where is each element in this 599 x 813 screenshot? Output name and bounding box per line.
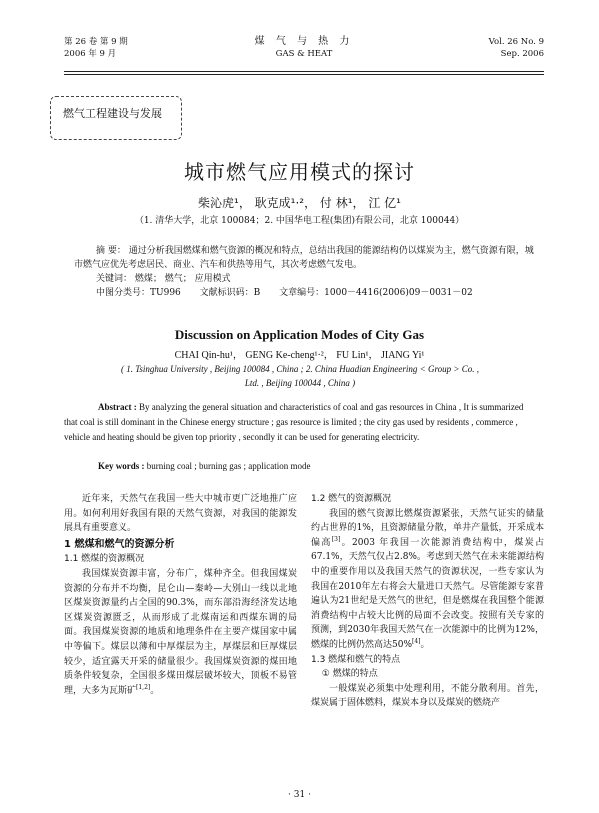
section-label: 燃气工程建设与发展 xyxy=(63,107,162,120)
keywords-cn-label: 关键词： xyxy=(96,274,133,284)
document-code: 文献标识码：B xyxy=(199,288,261,298)
keywords-en-text: burning coal ; burning gas ; application mode xyxy=(146,461,311,471)
keywords-cn-text: 燃煤； 燃气； 应用模式 xyxy=(134,274,231,284)
body-column-right xyxy=(311,492,544,711)
item-heading-coal-features: ① 燃煤的特点 xyxy=(321,669,378,680)
keywords-cn xyxy=(96,272,536,286)
volume-issue: 第 26 卷 第 9 期 xyxy=(64,37,128,47)
article-number: 文章编号：1000－4416(2006)09－0031－02 xyxy=(279,288,473,298)
keywords-en-label: Key words : xyxy=(98,461,145,471)
abstract-en-label: Abstract : xyxy=(98,402,137,412)
coal-features-paragraph: 一般煤炭必须集中处理利用，不能分散利用。首先，煤炭属于固体燃料，煤炭本身以及煤炭的燃烧产 xyxy=(311,683,544,709)
gas-resource-text-b: 。2003 年我国一次能源消费结构中，煤炭占67.1%，天然气仅占2.8%。考虑到天然气在未来能源结构中的重要作用以及我国天然气的资源状况，一些专家认为我国在2010年左右将会大量进口天然气。尽管能源专家普遍认为21世纪是天然气的世纪，但是燃煤在我国整个能源消费结构中占较大比例的局面不会改变。按照有关专家的预测，到2030年我国天然气在一次能源中的比例为12%，燃煤的比例仍然高达50% xyxy=(311,537,544,650)
keywords-en xyxy=(98,461,538,471)
issue-date: 2006 年 9 月 xyxy=(64,49,117,59)
header-right xyxy=(489,36,544,60)
section-label-box xyxy=(50,96,182,140)
abstract-en xyxy=(64,400,536,445)
issue-date-en: Sep. 2006 xyxy=(500,49,544,59)
body-column-left xyxy=(64,492,297,698)
punct: 。 xyxy=(420,639,430,650)
abstract-cn-text: 通过分析我国燃煤和燃气资源的概况和特点，总结出我国的能源结构仍以煤炭为主，燃气资源有限，城市燃气应优先考虑居民、商业、汽车和供热等用气，其次考虑燃气发电。 xyxy=(74,246,534,270)
header-rule-top xyxy=(64,71,544,72)
running-header xyxy=(64,36,544,70)
volume-issue-en: Vol. 26 No. 9 xyxy=(488,37,544,47)
punct: 。 xyxy=(150,685,160,696)
header-center xyxy=(64,36,544,60)
gas-resource-text-a: 我国的燃气资源比燃煤资源紧张，天然气证实的储量约占世界的1%，且资源储量分散，单井产量低，开采成本偏高 xyxy=(311,508,544,548)
coal-resource-paragraph xyxy=(64,567,297,698)
paper-title-cn: 城市燃气应用模式的探讨 xyxy=(184,160,415,184)
page-number: · 31 · xyxy=(288,790,311,800)
authors-cn: 柴沁虎¹， 耿克成¹·²， 付 林¹， 江 亿¹ xyxy=(198,196,401,210)
gas-resource-paragraph xyxy=(311,507,544,653)
affiliation-cn: （1. 清华大学，北京 100084；2. 中国华电工程(集团)有限公司，北京 100044） xyxy=(134,216,465,226)
authors-en: CHAI Qin-hu¹， GENG Ke-cheng¹·²， FU Lin¹， JIANG Yi¹ xyxy=(174,350,425,361)
clc-number: 中图分类号：TU996 xyxy=(96,288,181,298)
journal-name-cn: 煤 气 与 热 力 xyxy=(254,36,354,47)
abstract-en-text: By analyzing the general situation and characteristics of coal and gas resources in China , It is summarized that coal is still dominant in the Chinese energy structure ; gas resource is limited ; the city gas used by residents , commerce , vehicle and heating should be given top priority , secondly it can be used for generating electricity. xyxy=(64,402,524,442)
paper-title-en: Discussion on Application Modes of City Gas xyxy=(174,327,425,342)
abstract-cn xyxy=(74,244,536,272)
subsection-heading-1-3: 1.3 燃煤和燃气的特点 xyxy=(311,654,401,665)
citation: [3] xyxy=(331,535,341,543)
header-rule-bottom xyxy=(64,74,544,75)
affiliation-en-line1: ( 1. Tsinghua University , Beijing 100084 , China ; 2. China Huadian Engineering < Group > Co. , xyxy=(121,364,479,374)
affiliation-en-line2: Ltd. , Beijing 100044 , China ) xyxy=(244,378,356,388)
abstract-cn-label: 摘 要： xyxy=(96,246,126,256)
journal-name-en: GAS & HEAT xyxy=(275,49,333,59)
affiliation-en xyxy=(80,362,520,390)
classification-line xyxy=(96,286,536,300)
intro-paragraph: 近年来，天然气在我国一些大中城市更广泛地推广应用。如何利用好我国有限的天然气资源，对我国的能源发展具有重要意义。 xyxy=(64,494,297,534)
citation: [1,2] xyxy=(136,683,151,691)
subsection-heading-1-2: 1.2 燃气的资源概况 xyxy=(311,494,392,504)
section-heading-1: 1 燃煤和燃气的资源分析 xyxy=(64,538,175,550)
citation: [4] xyxy=(412,637,421,645)
subsection-heading-1-1: 1.1 燃煤的资源概况 xyxy=(64,554,145,565)
coal-resource-text: 我国煤炭资源丰富，分布广，煤种齐全。但我国煤炭资源的分布并不均衡，昆仑山—秦岭—大别山一线以北地区煤炭资源量约占全国的90.3%，而东部沿海经济发达地区煤炭资源匮乏，从而形成了北煤南运和西煤东调的局面。我国煤炭资源的地质和地理条件在主要产煤国家中属中等偏下。煤层以薄和中厚煤层为主，厚煤层和巨厚煤层较少，适宜露天开采的储量很少。我国煤炭资源的煤田地质条件较复杂，全国很多煤田煤层破坏较大，顶板不易管理，大多为瓦斯矿 xyxy=(64,568,297,696)
